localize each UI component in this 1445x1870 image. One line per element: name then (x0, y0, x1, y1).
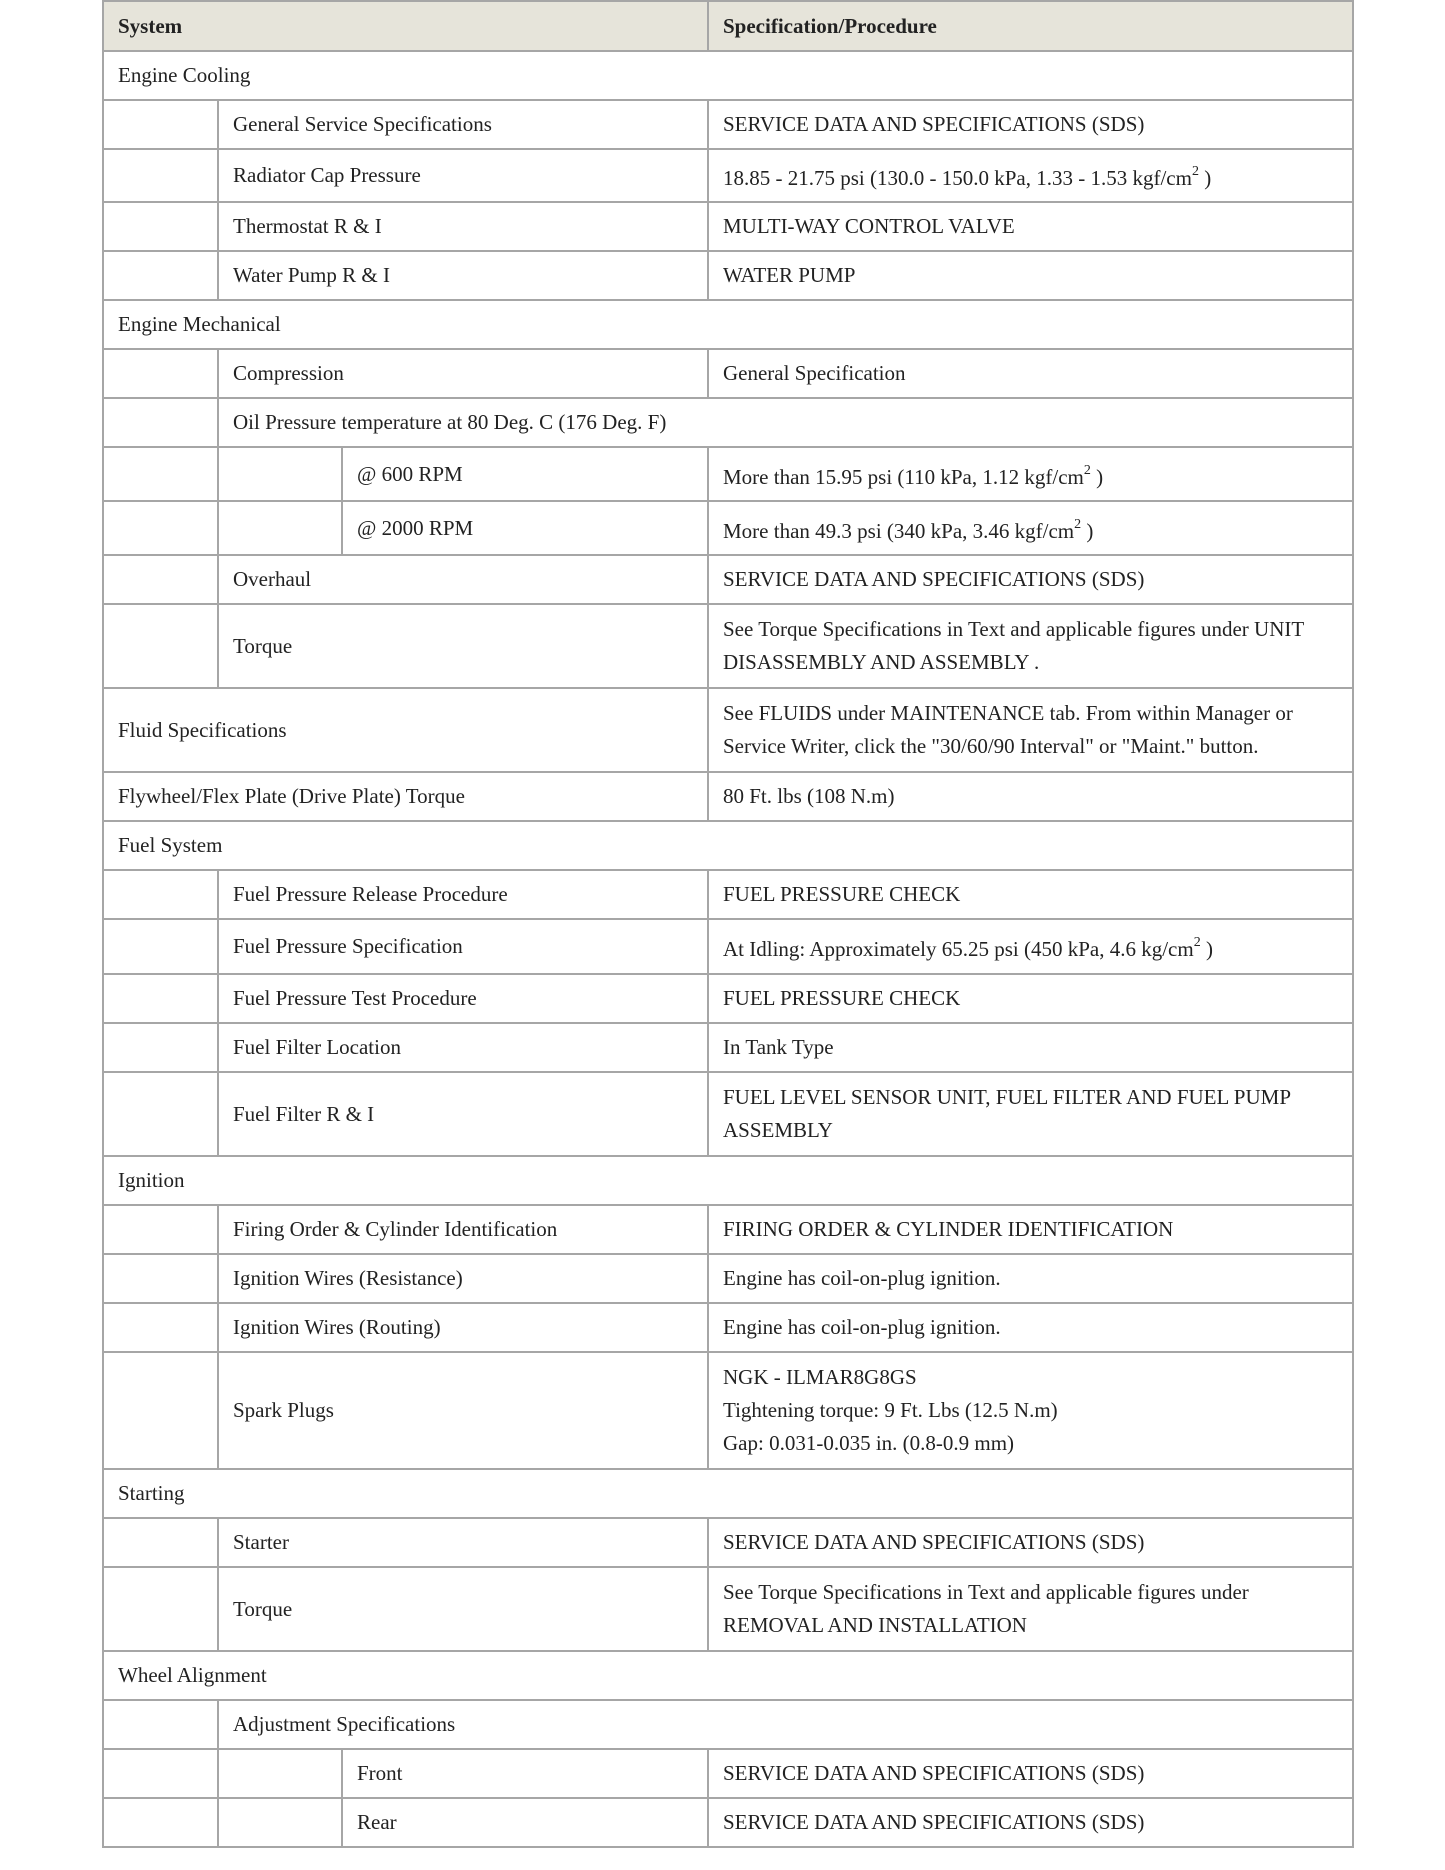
table-row (103, 870, 1353, 919)
indent-cell (103, 1072, 218, 1156)
indent-cell (103, 919, 218, 974)
row-label: @ 2000 RPM (342, 501, 708, 555)
value-text: At Idling: Approximately 65.25 psi (450 kPa, 4.6 kg/cm (723, 937, 1194, 961)
indent-cell (103, 202, 218, 251)
value-text: More than 49.3 psi (340 kPa, 3.46 kgf/cm (723, 518, 1075, 543)
row-value: MULTI-WAY CONTROL VALVE (708, 202, 1353, 251)
row-label: Firing Order & Cylinder Identification (218, 1205, 708, 1254)
row-label: Rear (342, 1798, 708, 1847)
row-value: Engine has coil-on-plug ignition. (708, 1254, 1353, 1303)
section-row-engine-mechanical (103, 300, 1353, 349)
table-row (103, 349, 1353, 398)
table-row (103, 1023, 1353, 1072)
value-text: 18.85 - 21.75 psi (130.0 - 150.0 kPa, 1.33 - 1.53 kgf/cm (723, 166, 1192, 190)
table-row (103, 688, 1353, 772)
row-label: Front (342, 1749, 708, 1798)
indent-cell (103, 1303, 218, 1352)
indent-cell (103, 447, 218, 501)
row-value: FUEL PRESSURE CHECK (708, 870, 1353, 919)
section-title: Starting (103, 1469, 1353, 1518)
row-value: 80 Ft. lbs (108 N.m) (708, 772, 1353, 821)
row-label: Water Pump R & I (218, 251, 708, 300)
row-label: Fuel Filter R & I (218, 1072, 708, 1156)
indent-cell (218, 1749, 342, 1798)
row-label: @ 600 RPM (342, 447, 708, 501)
row-value: SERVICE DATA AND SPECIFICATIONS (SDS) (708, 100, 1353, 149)
spark-plug-type: NGK - ILMAR8G8GS (723, 1365, 917, 1389)
superscript: 2 (1193, 935, 1201, 950)
table-row (103, 251, 1353, 300)
row-label: Torque (218, 604, 708, 688)
section-row-ignition (103, 1156, 1353, 1205)
section-title: Engine Mechanical (103, 300, 1353, 349)
indent-cell (218, 447, 342, 501)
indent-cell (103, 1700, 218, 1749)
table-row (103, 772, 1353, 821)
subsection-row-adjustment (103, 1700, 1353, 1749)
indent-cell (218, 501, 342, 555)
table-header-row (103, 1, 1353, 51)
subsection-title: Adjustment Specifications (218, 1700, 1353, 1749)
indent-cell (103, 1567, 218, 1651)
spark-plug-gap: Gap: 0.031-0.035 in. (0.8-0.9 mm) (723, 1431, 1015, 1455)
indent-cell (103, 251, 218, 300)
indent-cell (103, 1352, 218, 1469)
table-row (103, 555, 1353, 604)
row-value (708, 447, 1353, 501)
row-value (708, 1352, 1353, 1469)
section-row-engine-cooling (103, 51, 1353, 100)
superscript: 2 (1083, 462, 1091, 478)
table-row (103, 1254, 1353, 1303)
table-row (103, 919, 1353, 974)
subsection-row-oil-pressure (103, 398, 1353, 447)
row-value: SERVICE DATA AND SPECIFICATIONS (SDS) (708, 555, 1353, 604)
indent-cell (103, 149, 218, 202)
row-label: General Service Specifications (218, 100, 708, 149)
row-label: Radiator Cap Pressure (218, 149, 708, 202)
indent-cell (103, 398, 218, 447)
table-row (103, 1749, 1353, 1798)
indent-cell (103, 1518, 218, 1567)
table-row (103, 1072, 1353, 1156)
row-label: Spark Plugs (218, 1352, 708, 1469)
row-label: Fuel Pressure Release Procedure (218, 870, 708, 919)
table-row (103, 501, 1353, 555)
row-label: Ignition Wires (Routing) (218, 1303, 708, 1352)
indent-cell (103, 1023, 218, 1072)
table-row (103, 604, 1353, 688)
table-row (103, 447, 1353, 501)
row-value: Engine has coil-on-plug ignition. (708, 1303, 1353, 1352)
indent-cell (103, 1798, 218, 1847)
indent-cell (103, 604, 218, 688)
section-title: Wheel Alignment (103, 1651, 1353, 1700)
indent-cell (103, 1749, 218, 1798)
value-tail: ) (1090, 464, 1104, 489)
table-row (103, 1352, 1353, 1469)
section-row-wheel-alignment (103, 1651, 1353, 1700)
row-label: Overhaul (218, 555, 708, 604)
header-specification: Specification/Procedure (708, 1, 1353, 51)
row-value (708, 501, 1353, 555)
row-value: SERVICE DATA AND SPECIFICATIONS (SDS) (708, 1518, 1353, 1567)
section-row-starting (103, 1469, 1353, 1518)
row-label: Fuel Pressure Specification (218, 919, 708, 974)
indent-cell (103, 501, 218, 555)
row-label: Fuel Filter Location (218, 1023, 708, 1072)
table-row (103, 1205, 1353, 1254)
row-value: General Specification (708, 349, 1353, 398)
row-value: FIRING ORDER & CYLINDER IDENTIFICATION (708, 1205, 1353, 1254)
indent-cell (103, 870, 218, 919)
row-label: Torque (218, 1567, 708, 1651)
section-row-fuel-system (103, 821, 1353, 870)
row-value: In Tank Type (708, 1023, 1353, 1072)
row-value: See Torque Specifications in Text and applicable figures under UNIT DISASSEMBLY AND ASSEMBLY . (708, 604, 1353, 688)
section-title: Fuel System (103, 821, 1353, 870)
specifications-table (102, 0, 1354, 1848)
table-row (103, 100, 1353, 149)
value-tail: ) (1200, 937, 1213, 961)
table-row (103, 1567, 1353, 1651)
table-row (103, 1798, 1353, 1847)
row-label: Flywheel/Flex Plate (Drive Plate) Torque (103, 772, 708, 821)
table-row (103, 1303, 1353, 1352)
value-tail: ) (1198, 166, 1212, 190)
indent-cell (218, 1798, 342, 1847)
row-label: Fluid Specifications (103, 688, 708, 772)
header-system: System (103, 1, 708, 51)
indent-cell (103, 100, 218, 149)
row-value: SERVICE DATA AND SPECIFICATIONS (SDS) (708, 1798, 1353, 1847)
superscript: 2 (1191, 164, 1199, 179)
spark-plug-torque: Tightening torque: 9 Ft. Lbs (12.5 N.m) (723, 1398, 1058, 1422)
value-tail: ) (1081, 518, 1094, 543)
section-title: Ignition (103, 1156, 1353, 1205)
table-row (103, 1518, 1353, 1567)
row-label: Starter (218, 1518, 708, 1567)
section-title: Engine Cooling (103, 51, 1353, 100)
row-label: Fuel Pressure Test Procedure (218, 974, 708, 1023)
subsection-title: Oil Pressure temperature at 80 Deg. C (176 Deg. F) (218, 398, 1353, 447)
indent-cell (103, 349, 218, 398)
row-value (708, 919, 1353, 974)
row-label: Ignition Wires (Resistance) (218, 1254, 708, 1303)
indent-cell (103, 1205, 218, 1254)
row-value: WATER PUMP (708, 251, 1353, 300)
row-value: SERVICE DATA AND SPECIFICATIONS (SDS) (708, 1749, 1353, 1798)
row-value: FUEL PRESSURE CHECK (708, 974, 1353, 1023)
indent-cell (103, 974, 218, 1023)
row-value: See Torque Specifications in Text and applicable figures under REMOVAL AND INSTALLATION (708, 1567, 1353, 1651)
row-value: FUEL LEVEL SENSOR UNIT, FUEL FILTER AND FUEL PUMP ASSEMBLY (708, 1072, 1353, 1156)
row-value (708, 149, 1353, 202)
indent-cell (103, 1254, 218, 1303)
row-label: Compression (218, 349, 708, 398)
row-value: See FLUIDS under MAINTENANCE tab. From within Manager or Service Writer, click the "30/60/90 Interval" or "Maint." button. (708, 688, 1353, 772)
value-text: More than 15.95 psi (110 kPa, 1.12 kgf/cm (723, 464, 1084, 489)
row-label: Thermostat R & I (218, 202, 708, 251)
table-row (103, 974, 1353, 1023)
table-row (103, 149, 1353, 202)
table-row (103, 202, 1353, 251)
superscript: 2 (1074, 516, 1082, 532)
indent-cell (103, 555, 218, 604)
